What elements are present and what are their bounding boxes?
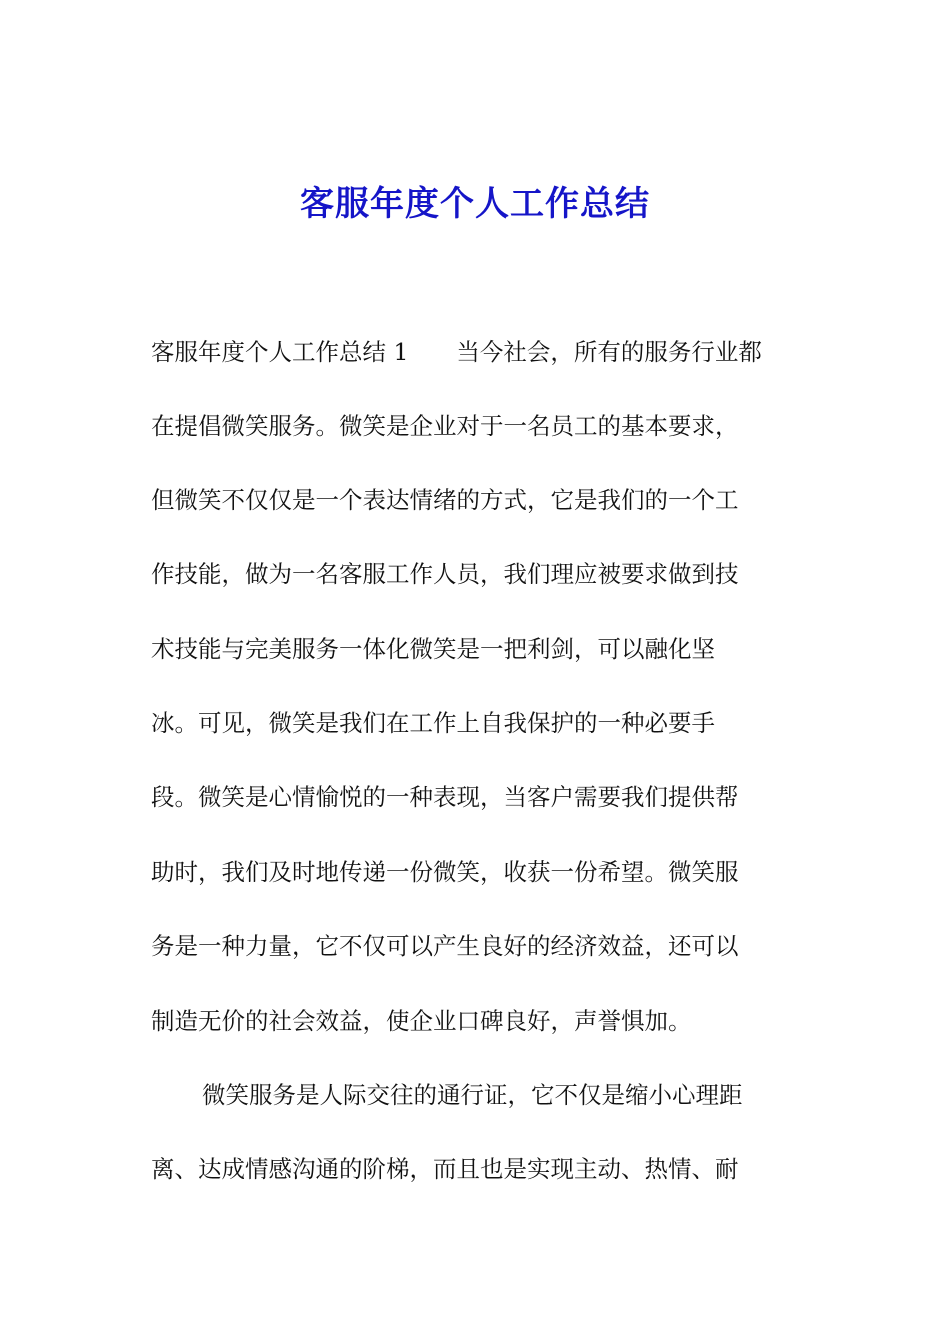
- paragraph-line: 制造无价的社会效益，使企业口碑良好，声誉惧加。: [151, 1007, 692, 1035]
- paragraph-line: 但微笑不仅仅是一个表达情绪的方式，它是我们的一个工: [151, 486, 739, 514]
- paragraph-line: 在提倡微笑服务。微笑是企业对于一名员工的基本要求，: [151, 412, 739, 440]
- paragraph-line-text: 当今社会，所有的服务行业都: [456, 338, 762, 366]
- section-heading: 客服年度个人工作总结 1: [151, 338, 409, 366]
- paragraph-line: 段。微笑是心情愉悦的一种表现，当客户需要我们提供帮: [151, 783, 739, 811]
- paragraph-line: 助时，我们及时地传递一份微笑，收获一份希望。微笑服: [151, 858, 739, 886]
- paragraph-line: 术技能与完美服务一体化微笑是一把利剑，可以融化坚: [151, 635, 715, 663]
- paragraph-line-indented: 微笑服务是人际交往的通行证，它不仅是缩小心理距: [202, 1081, 743, 1109]
- paragraph-line: 务是一种力量，它不仅可以产生良好的经济效益，还可以: [151, 932, 739, 960]
- paragraph-line: 作技能，做为一名客服工作人员，我们理应被要求做到技: [151, 560, 739, 588]
- paragraph-line: 离、达成情感沟通的阶梯，而且也是实现主动、热情、耐: [151, 1155, 739, 1183]
- paragraph-line: [151, 332, 762, 372]
- paragraph-line: 冰。可见，微笑是我们在工作上自我保护的一种必要手: [151, 709, 715, 737]
- document-title: 客服年度个人工作总结: [300, 184, 650, 224]
